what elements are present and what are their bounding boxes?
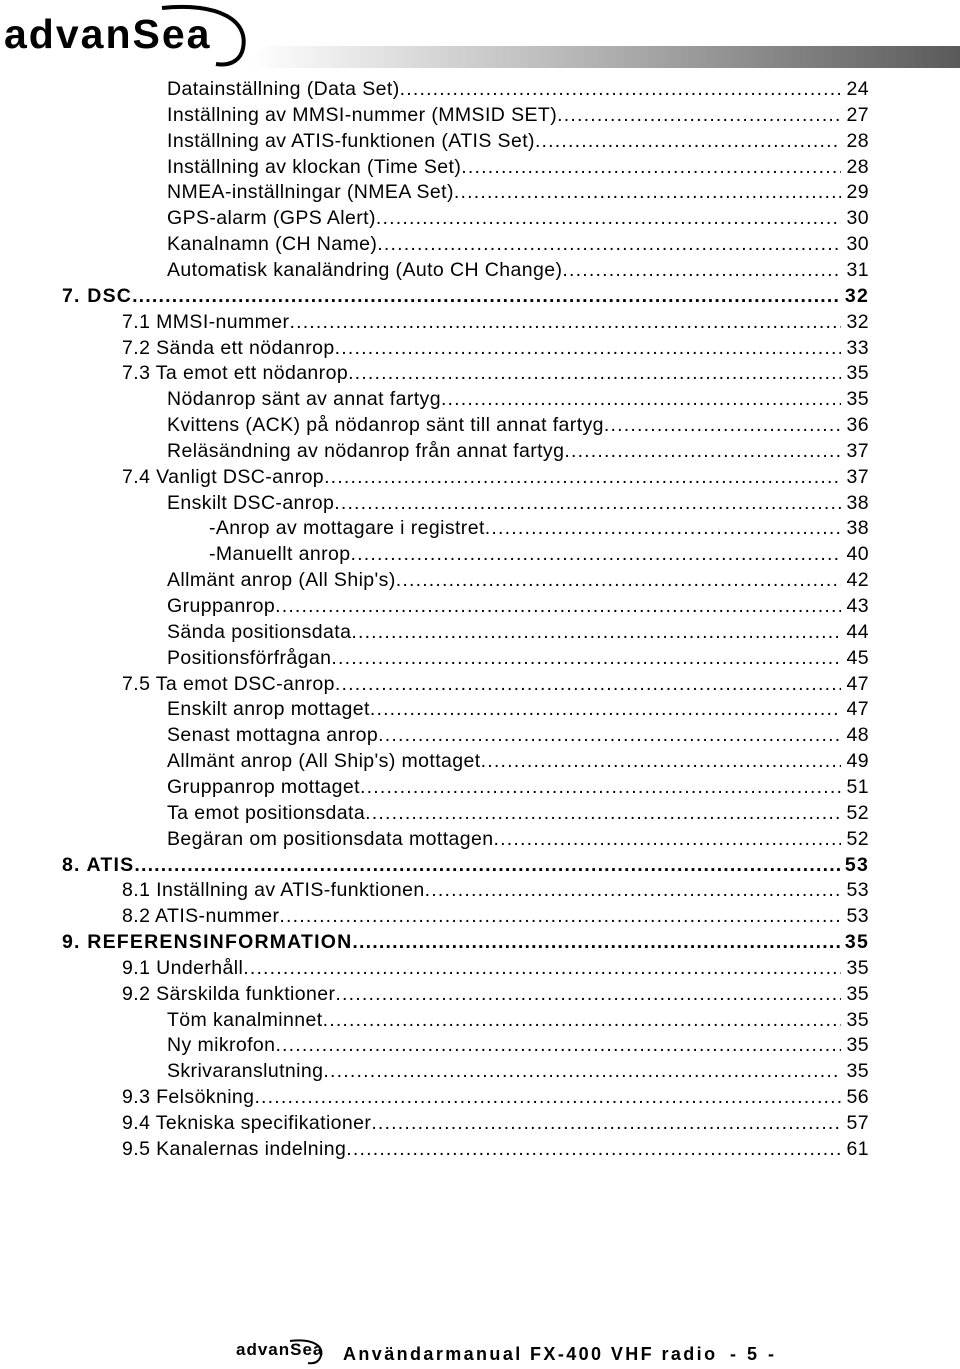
page-header bbox=[0, 0, 960, 72]
toc-leader-dots bbox=[335, 983, 841, 1006]
page-footer bbox=[0, 1338, 960, 1368]
toc-entry bbox=[62, 854, 869, 880]
toc-entry-page: 53 bbox=[846, 879, 869, 902]
toc-leader-dots bbox=[254, 1086, 841, 1109]
toc-entry bbox=[209, 543, 869, 569]
toc-entry bbox=[209, 517, 869, 543]
toc-entry-title: NMEA-inställningar (NMEA Set) bbox=[167, 181, 454, 204]
toc-leader-dots bbox=[461, 156, 841, 179]
toc-entry-page: 56 bbox=[846, 1086, 869, 1109]
toc-entry-title: Kvittens (ACK) på nödanrop sänt till annat fartyg bbox=[167, 414, 604, 437]
toc-entry bbox=[167, 776, 869, 802]
toc-entry-title: Inställning av klockan (Time Set) bbox=[167, 155, 462, 178]
toc-leader-dots bbox=[351, 543, 842, 566]
toc-leader-dots bbox=[334, 492, 841, 515]
toc-entry-page: 37 bbox=[846, 439, 869, 462]
toc-entry bbox=[167, 156, 869, 182]
toc-leader-dots bbox=[604, 414, 841, 437]
toc-leader-dots bbox=[365, 802, 841, 825]
toc-entry-title: Allmänt anrop (All Ship's) bbox=[167, 569, 396, 592]
toc-leader-dots bbox=[370, 698, 841, 721]
toc-entry-title: 9.2 Särskilda funktioner bbox=[122, 982, 336, 1005]
toc-entry-page: 32 bbox=[846, 310, 869, 333]
toc-entry-title: 9.1 Underhåll bbox=[122, 956, 244, 979]
toc-entry bbox=[167, 569, 869, 595]
toc-leader-dots bbox=[352, 931, 841, 954]
toc-entry-title: Gruppanrop mottaget bbox=[167, 775, 360, 798]
toc-entry bbox=[167, 207, 869, 233]
toc-entry-page: 28 bbox=[846, 155, 869, 178]
toc-entry-page: 61 bbox=[846, 1137, 869, 1160]
logo-text: advanSea bbox=[4, 11, 212, 57]
toc-entry-page: 35 bbox=[846, 1008, 869, 1031]
toc-entry bbox=[167, 414, 869, 440]
toc-entry-title: Automatisk kanaländring (Auto CH Change) bbox=[167, 258, 563, 281]
toc-entry bbox=[167, 78, 869, 104]
toc-entry-page: 38 bbox=[846, 517, 869, 540]
toc-entry-title: Gruppanrop bbox=[167, 595, 276, 617]
toc-entry bbox=[167, 492, 869, 518]
toc-entry-title: 9.4 Tekniska specifikationer bbox=[122, 1112, 372, 1134]
toc-entry-title: 9. REFERENSINFORMATION bbox=[62, 931, 353, 954]
toc-leader-dots bbox=[132, 285, 841, 308]
toc-entry bbox=[62, 285, 869, 311]
toc-entry-title: 7. DSC bbox=[62, 284, 133, 307]
toc-leader-dots bbox=[279, 905, 841, 928]
toc-leader-dots bbox=[441, 388, 841, 411]
toc-entry-page: 49 bbox=[846, 750, 869, 773]
toc-entry-title: GPS-alarm (GPS Alert) bbox=[167, 207, 376, 230]
toc-entry bbox=[122, 1138, 869, 1164]
toc-entry-page: 35 bbox=[846, 362, 869, 385]
toc-entry-title: Senast mottagna anrop bbox=[167, 724, 379, 747]
toc-leader-dots bbox=[243, 957, 841, 980]
toc-entry-title: Ny mikrofon bbox=[167, 1034, 276, 1057]
toc-entry bbox=[122, 957, 869, 983]
toc-entry-title: Enskilt anrop mottaget bbox=[167, 698, 370, 721]
toc-entry bbox=[167, 104, 869, 130]
toc-leader-dots bbox=[335, 337, 841, 360]
toc-entry-title: Reläsändning av nödanrop från annat fartyg bbox=[167, 439, 565, 462]
toc-entry-title: Datainställning (Data Set) bbox=[167, 78, 400, 100]
toc-entry bbox=[167, 1060, 869, 1086]
toc-leader-dots bbox=[396, 569, 841, 592]
toc-entry-page: 35 bbox=[846, 388, 869, 411]
toc-entry-page: 36 bbox=[846, 414, 869, 437]
toc-entry bbox=[62, 931, 869, 957]
toc-leader-dots bbox=[562, 259, 841, 282]
toc-entry-title: Kanalnamn (CH Name) bbox=[167, 233, 378, 256]
toc-entry-title: Töm kanalminnet bbox=[167, 1008, 323, 1031]
toc-entry bbox=[167, 621, 869, 647]
toc-entry bbox=[167, 259, 869, 285]
toc-entry bbox=[122, 337, 869, 363]
toc-leader-dots bbox=[275, 1034, 841, 1057]
toc-entry bbox=[167, 1009, 869, 1035]
toc-leader-dots bbox=[564, 440, 841, 463]
toc-entry-page: 35 bbox=[846, 982, 869, 1005]
toc-leader-dots bbox=[346, 1138, 841, 1161]
toc-entry-page: 29 bbox=[846, 181, 869, 204]
toc-entry-page: 32 bbox=[844, 284, 869, 307]
toc-leader-dots bbox=[376, 207, 841, 230]
toc-entry-title: Enskilt DSC-anrop bbox=[167, 491, 335, 514]
toc-entry-title: 7.1 MMSI-nummer bbox=[122, 310, 290, 333]
toc-entry-title: Skrivaranslutning bbox=[167, 1060, 324, 1083]
toc-entry-page: 27 bbox=[846, 103, 869, 126]
toc-leader-dots bbox=[557, 104, 841, 127]
toc-entry bbox=[122, 466, 869, 492]
toc-leader-dots bbox=[377, 233, 841, 256]
toc-leader-dots bbox=[485, 517, 841, 540]
toc-entry bbox=[167, 130, 869, 156]
toc-entry bbox=[167, 595, 869, 621]
toc-entry-page: 52 bbox=[846, 801, 869, 824]
toc-entry bbox=[122, 1112, 869, 1138]
toc-entry-title: -Anrop av mottagare i registret bbox=[209, 517, 485, 540]
page-number: - 5 - bbox=[730, 1344, 778, 1364]
toc-leader-dots bbox=[535, 130, 841, 153]
toc-entry-page: 37 bbox=[846, 465, 869, 488]
toc-entry-page: 42 bbox=[846, 569, 869, 592]
toc-entry bbox=[122, 879, 869, 905]
toc-entry-title: Sända positionsdata bbox=[167, 620, 352, 643]
toc-entry bbox=[122, 905, 869, 931]
toc-entry-title: 7.4 Vanligt DSC-anrop bbox=[122, 465, 325, 488]
toc-entry bbox=[167, 1034, 869, 1060]
toc-entry bbox=[122, 311, 869, 337]
toc-entry-title: 8.1 Inställning av ATIS-funktionen bbox=[122, 879, 425, 902]
toc-entry-page: 53 bbox=[846, 905, 869, 928]
toc-entry bbox=[167, 388, 869, 414]
toc-entry-page: 35 bbox=[846, 1060, 869, 1083]
toc-entry-title: 7.5 Ta emot DSC-anrop bbox=[122, 672, 335, 695]
toc-entry-title: 7.2 Sända ett nödanrop bbox=[122, 336, 335, 359]
toc-entry-title: 9.5 Kanalernas indelning bbox=[122, 1137, 347, 1160]
toc-entry bbox=[167, 181, 869, 207]
toc-leader-dots bbox=[348, 362, 841, 385]
toc-entry-title: 8.2 ATIS-nummer bbox=[122, 905, 280, 928]
toc-entry-title: Inställning av MMSI-nummer (MMSID SET) bbox=[167, 103, 558, 126]
toc-leader-dots bbox=[425, 879, 841, 902]
toc-leader-dots bbox=[275, 595, 841, 618]
toc-entry-title: Nödanrop sänt av annat fartyg bbox=[167, 388, 441, 411]
toc-leader-dots bbox=[454, 181, 841, 204]
toc-entry-page: 40 bbox=[846, 543, 869, 566]
toc-entry-title: Ta emot positionsdata bbox=[167, 801, 366, 824]
toc-leader-dots bbox=[323, 1009, 841, 1032]
toc-leader-dots bbox=[378, 724, 841, 747]
toc-entry-page: 45 bbox=[846, 646, 869, 669]
toc-entry-page: 51 bbox=[846, 775, 869, 798]
toc-leader-dots bbox=[289, 311, 841, 334]
toc-entry-page: 44 bbox=[846, 620, 869, 643]
toc-entry-page: 47 bbox=[846, 672, 869, 695]
header-gradient-bar bbox=[250, 42, 960, 68]
toc-leader-dots bbox=[134, 854, 841, 877]
toc-leader-dots bbox=[400, 78, 841, 101]
toc-entry-title: 8. ATIS bbox=[62, 853, 135, 876]
toc-entry bbox=[167, 802, 869, 828]
toc-entry-page: 57 bbox=[846, 1112, 869, 1134]
toc-entry-title: 7.3 Ta emot ett nödanrop bbox=[122, 362, 349, 385]
toc-leader-dots bbox=[360, 776, 841, 799]
toc-entry-page: 28 bbox=[846, 129, 869, 152]
toc-entry bbox=[122, 983, 869, 1009]
toc-entry bbox=[167, 828, 869, 854]
toc-entry-page: 48 bbox=[846, 724, 869, 747]
toc-entry-page: 35 bbox=[846, 1034, 869, 1057]
toc-leader-dots bbox=[351, 621, 841, 644]
toc-entry-page: 43 bbox=[846, 595, 869, 617]
toc-entry-title: Allmänt anrop (All Ship's) mottaget bbox=[167, 750, 481, 773]
toc-entry bbox=[167, 698, 869, 724]
toc-entry bbox=[122, 1086, 869, 1112]
toc-leader-dots bbox=[481, 750, 841, 773]
toc-entry bbox=[167, 440, 869, 466]
toc-entry-page: 38 bbox=[846, 491, 869, 514]
toc-leader-dots bbox=[323, 1060, 841, 1083]
toc-leader-dots bbox=[494, 828, 842, 851]
toc-entry-page: 33 bbox=[846, 336, 869, 359]
toc-entry-page: 52 bbox=[846, 827, 869, 850]
toc-entry-title: -Manuellt anrop bbox=[209, 543, 351, 566]
toc-entry-page: 24 bbox=[846, 78, 869, 100]
toc-entry bbox=[167, 233, 869, 259]
toc-leader-dots bbox=[335, 673, 841, 696]
toc-leader-dots bbox=[324, 466, 841, 489]
toc-entry-page: 35 bbox=[844, 931, 869, 954]
toc-entry bbox=[167, 724, 869, 750]
toc-entry-page: 35 bbox=[846, 956, 869, 979]
toc-entry-page: 30 bbox=[846, 233, 869, 256]
toc-entry-title: Positionsförfrågan bbox=[167, 646, 332, 669]
footer-logo-text: advanSea bbox=[236, 1340, 324, 1359]
manual-title: Användarmanual FX-400 VHF radio bbox=[343, 1344, 718, 1364]
toc-entry-title: 9.3 Felsökning bbox=[122, 1086, 255, 1109]
toc-entry-page: 30 bbox=[846, 207, 869, 230]
toc-entry bbox=[122, 673, 869, 699]
toc-entry-page: 53 bbox=[844, 853, 869, 876]
advansea-logo bbox=[2, 2, 252, 66]
toc-entry-page: 47 bbox=[846, 698, 869, 721]
toc-entry-page: 31 bbox=[846, 258, 869, 281]
toc-leader-dots bbox=[331, 647, 841, 670]
toc-leader-dots bbox=[371, 1112, 841, 1135]
toc-entry-title: Inställning av ATIS-funktionen (ATIS Set) bbox=[167, 129, 535, 152]
toc-entry bbox=[122, 362, 869, 388]
toc-entry-title: Begäran om positionsdata mottagen bbox=[167, 827, 494, 850]
toc-entry bbox=[167, 647, 869, 673]
toc-entry bbox=[167, 750, 869, 776]
